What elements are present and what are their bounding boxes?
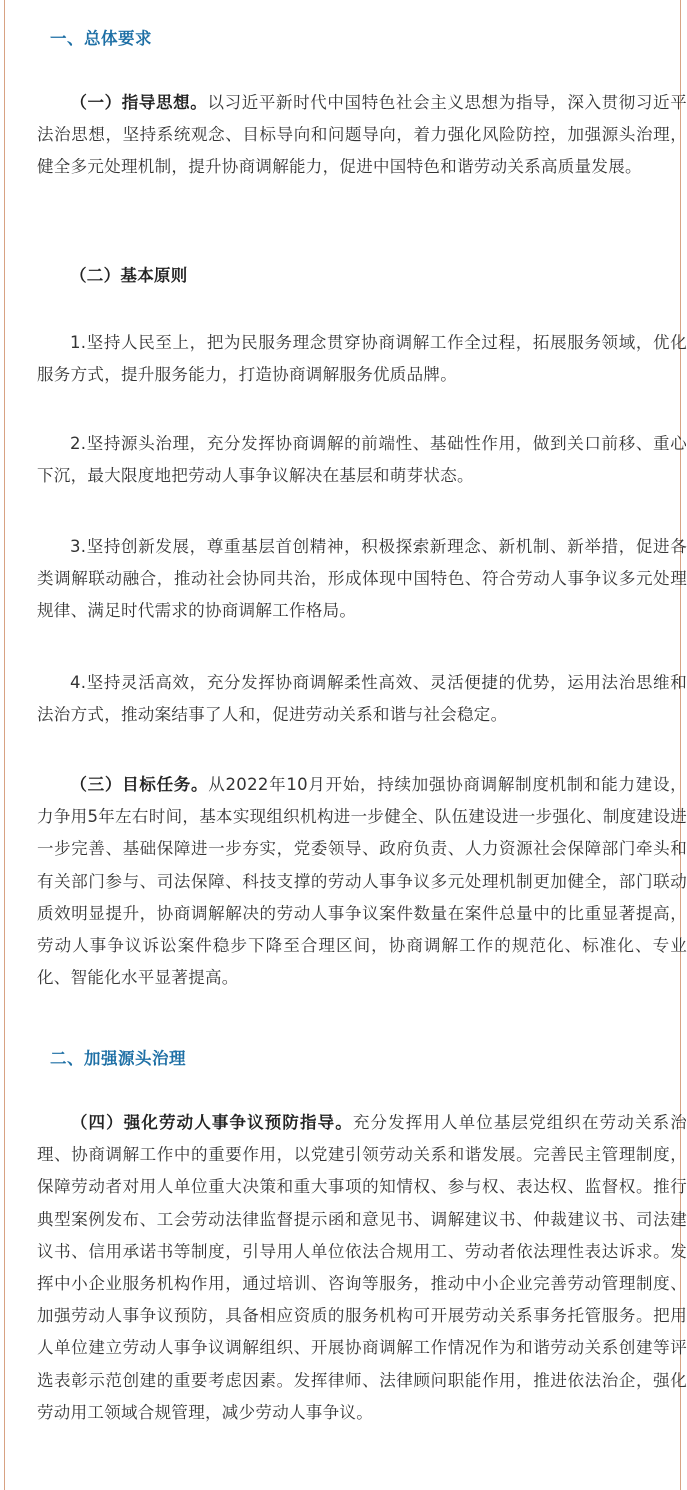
principle-item xyxy=(37,531,687,628)
paragraph-lead: （三）目标任务。 xyxy=(70,775,209,794)
principle-item xyxy=(37,428,687,492)
principle-text: 3.坚持创新发展，尊重基层首创精神，积极探索新理念、新机制、新举措，促进各类调解联动融合，推动社会协同共治，形成体现中国特色、符合劳动人事争议多元处理规律、满足时代需求的协商调解工作格局。 xyxy=(37,537,687,621)
paragraph-lead: （二）基本原则 xyxy=(70,266,188,285)
principle-item xyxy=(37,667,687,731)
paragraph-basic-principles xyxy=(37,260,687,292)
paragraph-lead: （一）指导思想。 xyxy=(70,93,208,112)
paragraph-lead: （四）强化劳动人事争议预防指导。 xyxy=(70,1113,353,1132)
section-heading-source-governance: 二、加强源头治理 xyxy=(50,1049,186,1068)
section-heading-overall: 一、总体要求 xyxy=(50,29,152,48)
paragraph-text: 从2022年10月开始，持续加强协商调解制度机制和能力建设，力争用5年左右时间，基本实现组织机构进一步健全、队伍建设进一步强化、制度建设进一步完善、基础保障进一步夯实，党委领导、政府负责、人力资源社会保障部门牵头和有关部门参与、司法保障、科技支撑的劳动人事争议多元处理机制更加健全，部门联动质效明显提升，协商调解解决的劳动人事争议案件数量在案件总量中的比重显著提高，劳动人事争议诉讼案件稳步下降至合理区间，协商调解工作的规范化、标准化、专业化、智能化水平显著提高。 xyxy=(37,775,687,988)
principle-item xyxy=(37,327,687,391)
paragraph-text: 以习近平新时代中国特色社会主义思想为指导，深入贯彻习近平法治思想，坚持系统观念、目标导向和问题导向，着力强化风险防控，加强源头治理，健全多元处理机制，提升协商调解能力，促进中国特色和谐劳动关系高质量发展。 xyxy=(37,93,687,177)
principle-text: 4.坚持灵活高效，充分发挥协商调解柔性高效、灵活便捷的优势，运用法治思维和法治方式，推动案结事了人和，促进劳动关系和谐与社会稳定。 xyxy=(37,673,687,725)
paragraph-text: 充分发挥用人单位基层党组织在劳动关系治理、协商调解工作中的重要作用，以党建引领劳动关系和谐发展。完善民主管理制度，保障劳动者对用人单位重大决策和重大事项的知情权、参与权、表达权、监督权。推行典型案例发布、工会劳动法律监督提示函和意见书、调解建议书、仲裁建议书、司法建议书、信用承诺书等制度，引导用人单位依法合规用工、劳动者依法理性表达诉求。发挥中小企业服务机构作用，通过培训、咨询等服务，推动中小企业完善劳动管理制度、加强劳动人事争议预防，具备相应资质的服务机构可开展劳动关系事务托管服务。把用人单位建立劳动人事争议调解组织、开展协商调解工作情况作为和谐劳动关系创建等评选表彰示范创建的重要考虑因素。发挥律师、法律顾问职能作用，推进依法治企，强化劳动用工领域合规管理，减少劳动人事争议。 xyxy=(37,1113,687,1422)
principle-text: 2.坚持源头治理，充分发挥协商调解的前端性、基础性作用，做到关口前移、重心下沉，最大限度地把劳动人事争议解决在基层和萌芽状态。 xyxy=(37,434,687,486)
principle-text: 1.坚持人民至上，把为民服务理念贯穿协商调解工作全过程，拓展服务领域，优化服务方式，提升服务能力，打造协商调解服务优质品牌。 xyxy=(37,333,687,385)
paragraph-targets xyxy=(37,769,687,994)
paragraph-dispute-prevention xyxy=(37,1107,687,1429)
paragraph-guiding-thought xyxy=(37,87,687,184)
